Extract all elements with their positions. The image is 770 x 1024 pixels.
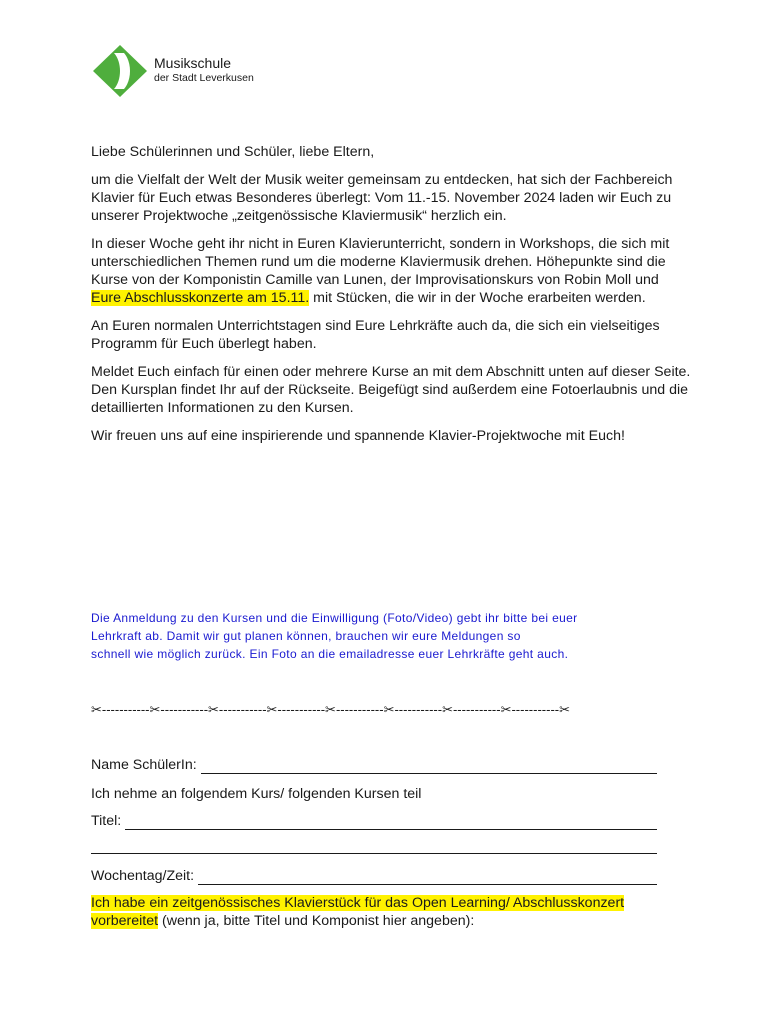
title-label: Titel:	[91, 813, 122, 829]
logo	[92, 44, 292, 98]
name-label: Name SchülerIn:	[91, 757, 197, 773]
name-field[interactable]	[201, 759, 657, 774]
extra-title-field[interactable]	[91, 853, 657, 854]
piece-prepared-statement	[91, 894, 691, 930]
name-row	[91, 756, 657, 774]
piece-prepared-highlight: Ich habe ein zeitgenössisches Klavierstück für das Open Learning/ Abschlusskonzert vorbereitet	[91, 895, 625, 929]
paragraph-workshops-text: In dieser Woche geht ihr nicht in Euren Klavierunterricht, sondern in Workshops, die sich mit unterschiedlichen Themen rund um die moderne Klaviermusik drehen. Höhepunkte sind die Kurse von der Komponistin Camille van Lunen, der Improvisationskurs von Robin Moll und	[91, 236, 670, 288]
note-line-3: schnell wie möglich zurück. Ein Foto an die emailadresse euer Lehrkräfte geht auch.	[91, 647, 569, 661]
paragraph-teachers: An Euren normalen Unterrichtstagen sind Eure Lehrkräfte auch da, die sich ein vielseitiges Programm für Euch überlegt haben.	[91, 318, 660, 352]
greeting: Liebe Schülerinnen und Schüler, liebe Eltern,	[91, 144, 375, 160]
course-intro-row	[91, 785, 657, 803]
paragraph-closing: Wir freuen uns auf eine inspirierende und spannende Klavier-Projektwoche mit Euch!	[91, 428, 625, 444]
note-line-2: Lehrkraft ab. Damit wir gut planen können, brauchen wir eure Meldungen so	[91, 629, 521, 643]
weekday-field[interactable]	[198, 870, 657, 885]
title-row	[91, 812, 657, 830]
weekday-row	[91, 867, 657, 885]
weekday-label: Wochentag/Zeit:	[91, 868, 195, 884]
paragraph-intro: um die Vielfalt der Welt der Musik weiter gemeinsam zu entdecken, hat sich der Fachbereich Klavier für Euch etwas Besonderes überlegt: Vom 11.-15. November 2024 laden wir Euch zu unserer Projektwoche „zeitgenössische Klaviermusik“ herzlich ein.	[91, 172, 673, 224]
title-field[interactable]	[125, 815, 657, 830]
logo-subtitle: der Stadt Leverkusen	[154, 72, 254, 84]
highlight-concert: Eure Abschlusskonzerte am 15.11.	[91, 290, 310, 306]
piece-prepared-instructions: (wenn ja, bitte Titel und Komponist hier angeben):	[158, 913, 475, 929]
registration-note	[91, 609, 691, 663]
letter-body	[91, 143, 691, 455]
note-line-1: Die Anmeldung zu den Kursen und die Einwilligung (Foto/Video) gebt ihr bitte bei euer	[91, 611, 578, 625]
paragraph-signup: Meldet Euch einfach für einen oder mehrere Kurse an mit dem Abschnitt unten auf dieser Seite. Den Kursplan findet Ihr auf der Rückseite. Beigefügt sind außerdem eine Fotoerlaubnis und die detaillierten Informationen zu den Kursen.	[91, 364, 691, 416]
cut-line: ✂-----------✂-----------✂-----------✂-----------✂-----------✂-----------✂-----------✂-----------✂	[91, 702, 570, 717]
logo-title: Musikschule	[154, 55, 232, 71]
paragraph-workshops	[91, 235, 691, 307]
course-intro-text: Ich nehme an folgendem Kurs/ folgenden Kursen teil	[91, 786, 422, 802]
music-school-logo-icon	[92, 44, 148, 98]
paragraph-workshops-end: mit Stücken, die wir in der Woche erarbeiten werden.	[309, 290, 646, 306]
